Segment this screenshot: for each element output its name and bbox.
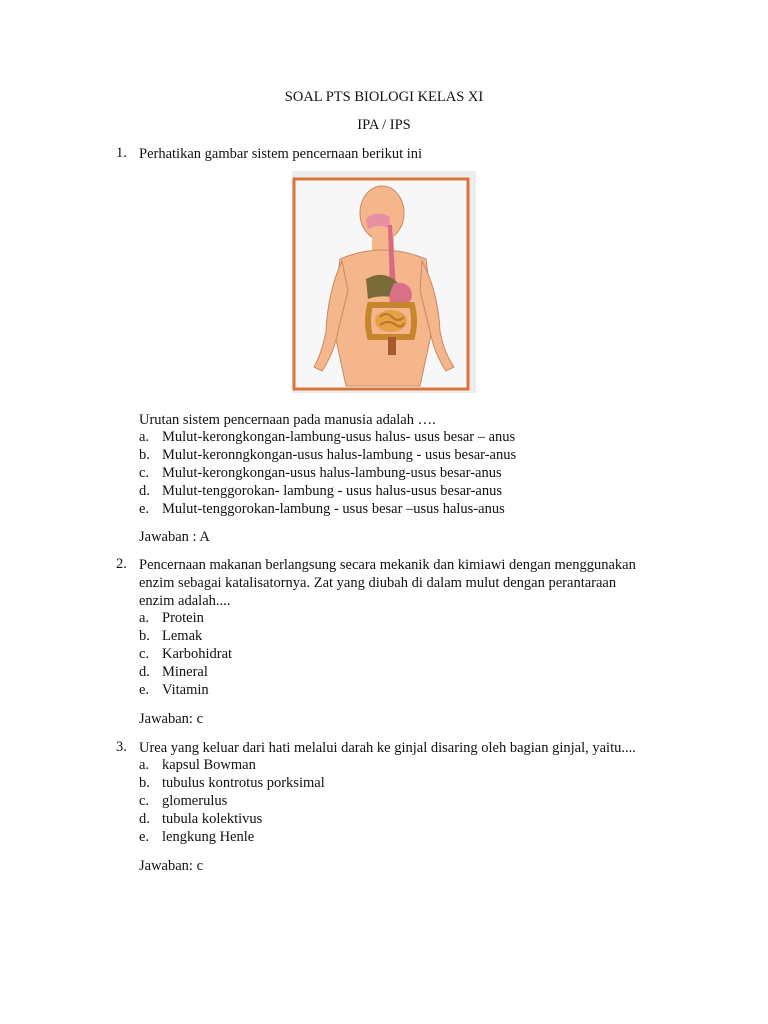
option-letter: a. (139, 757, 150, 773)
option-text: Mulut-keronngkongan-usus halus-lambung - usus besar-anus (162, 447, 517, 463)
document-subtitle: IPA / IPS (357, 117, 411, 133)
digestive-system-figure (292, 171, 476, 393)
option-text: Mulut-tenggorokan-lambung - usus besar –usus halus-anus (162, 501, 505, 517)
option-text: Protein (162, 610, 204, 626)
document-title: SOAL PTS BIOLOGI KELAS XI (284, 89, 484, 105)
option-letter: d. (139, 664, 150, 680)
option-letter: a. (139, 610, 150, 626)
question-prompt: Perhatikan gambar sistem pencernaan berikut ini (139, 146, 423, 162)
option-text: Mulut-kerongkongan-usus halus-lambung-usus besar-anus (162, 465, 502, 481)
option-letter: a. (139, 429, 150, 445)
option-letter: c. (139, 646, 150, 662)
option-text: kapsul Bowman (162, 757, 256, 773)
question-text: Urea yang keluar dari hati melalui darah ke ginjal disaring oleh bagian ginjal, yaitu.... (139, 740, 636, 756)
option-letter: d. (139, 811, 150, 827)
question-text-line: enzim adalah.... (139, 593, 231, 609)
digestive-system-icon (292, 171, 476, 393)
answer-key: Jawaban: c (139, 858, 204, 874)
option-letter: c. (139, 465, 150, 481)
option-text: lengkung Henle (162, 829, 255, 845)
answer-key: Jawaban: c (139, 711, 204, 727)
option-text: Lemak (162, 628, 203, 644)
option-letter: b. (139, 628, 150, 644)
option-text: Mineral (162, 664, 208, 680)
answer-key: Jawaban : A (139, 529, 210, 545)
question-text: Urutan sistem pencernaan pada manusia adalah …. (139, 412, 436, 428)
option-text: glomerulus (162, 793, 228, 809)
option-text: Mulut-tenggorokan- lambung - usus halus-usus besar-anus (162, 483, 502, 499)
option-letter: c. (139, 793, 150, 809)
option-letter: d. (139, 483, 150, 499)
question-number: 2. (116, 556, 127, 572)
option-letter: e. (139, 682, 150, 698)
option-text: tubulus kontrotus porksimal (162, 775, 325, 791)
option-text: tubula kolektivus (162, 811, 263, 827)
option-letter: b. (139, 447, 150, 463)
question-text-line: enzim sebagai katalisatornya. Zat yang diubah di dalam mulut dengan perantaraan (139, 575, 617, 591)
option-text: Mulut-kerongkongan-lambung-usus halus- usus besar – anus (162, 429, 516, 445)
option-text: Vitamin (162, 682, 209, 698)
option-letter: e. (139, 501, 150, 517)
option-letter: e. (139, 829, 150, 845)
question-number: 3. (116, 739, 127, 755)
option-text: Karbohidrat (162, 646, 233, 662)
option-letter: b. (139, 775, 150, 791)
question-number: 1. (116, 145, 127, 161)
question-text-line: Pencernaan makanan berlangsung secara mekanik dan kimiawi dengan menggunakan (139, 557, 636, 573)
